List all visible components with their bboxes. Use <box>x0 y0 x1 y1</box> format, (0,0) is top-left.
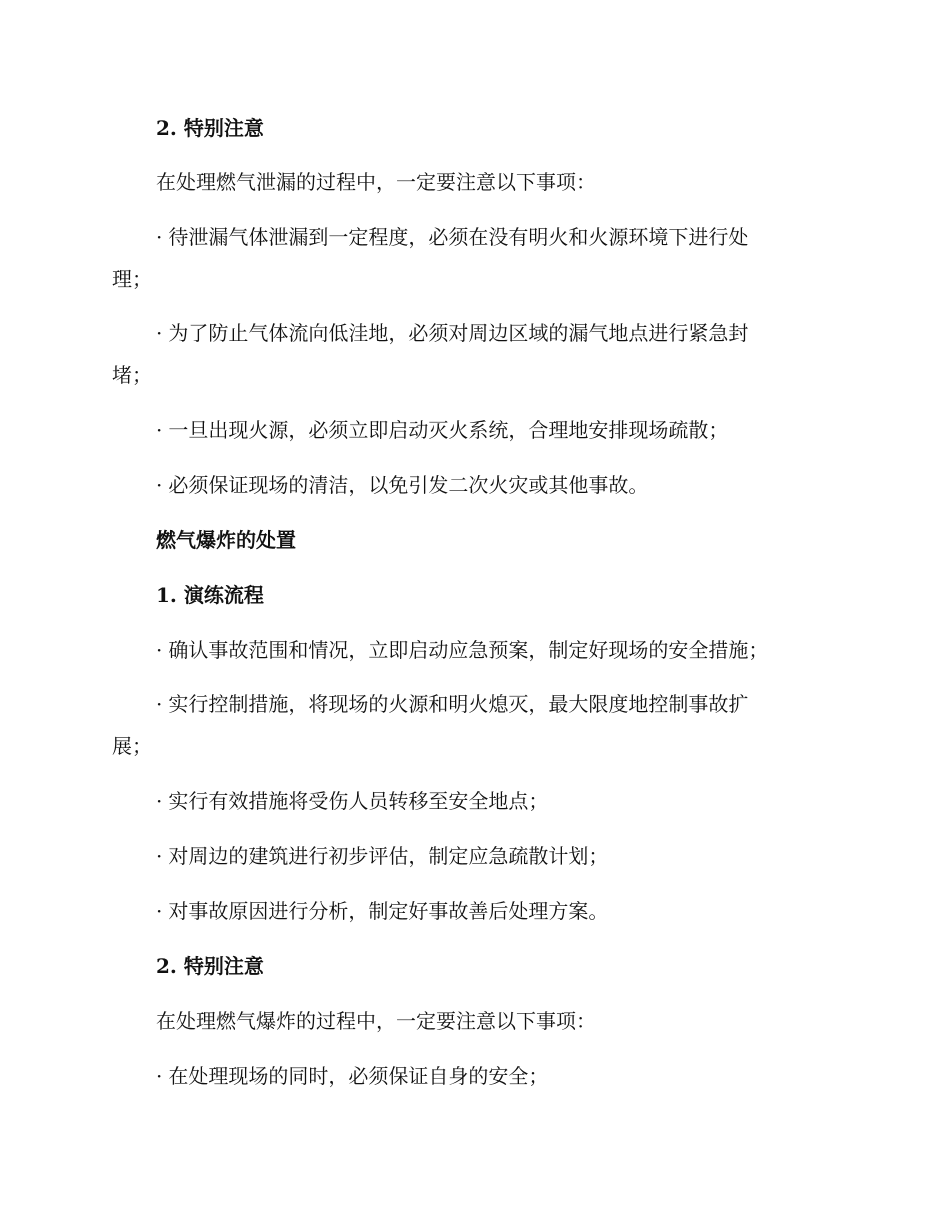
bullet-icon: · <box>156 638 163 662</box>
list-item <box>156 787 876 815</box>
bullet-icon: · <box>156 844 163 868</box>
list-item-text: 实行有效措施将受伤人员转移至安全地点； <box>168 789 549 813</box>
list-item-text: 对事故原因进行分析，制定好事故善后处理方案。 <box>168 899 609 923</box>
bullet-icon: · <box>156 225 163 249</box>
list-item <box>156 842 876 870</box>
list-item <box>156 1062 876 1090</box>
bullet-icon: · <box>156 1064 163 1088</box>
list-item <box>156 897 876 925</box>
list-item <box>156 690 876 718</box>
list-item-text: 必须保证现场的清洁，以免引发二次火灾或其他事故。 <box>168 473 649 497</box>
list-item <box>156 636 876 664</box>
list-item <box>156 471 876 499</box>
paragraph: 在处理燃气泄漏的过程中，一定要注意以下事项： <box>156 170 596 194</box>
list-item-text: 为了防止气体流向低洼地，必须对周边区域的漏气地点进行紧急封 <box>168 321 749 345</box>
list-item <box>156 416 876 444</box>
list-item-text: 待泄漏气体泄漏到一定程度，必须在没有明火和火源环境下进行处 <box>168 225 749 249</box>
list-item-text: 对周边的建筑进行初步评估，制定应急疏散计划； <box>168 844 609 868</box>
bullet-icon: · <box>156 899 163 923</box>
list-item-continuation: 展； <box>112 734 152 758</box>
section-heading: 2. 特别注意 <box>156 954 264 978</box>
bullet-icon: · <box>156 321 163 345</box>
bullet-icon: · <box>156 789 163 813</box>
paragraph: 在处理燃气爆炸的过程中，一定要注意以下事项： <box>156 1009 596 1033</box>
list-item <box>156 319 876 347</box>
bullet-icon: · <box>156 473 163 497</box>
list-item-text: 一旦出现火源，必须立即启动灭火系统，合理地安排现场疏散； <box>168 418 729 442</box>
list-item-continuation: 堵； <box>112 363 152 387</box>
list-item <box>156 223 876 251</box>
list-item-text: 确认事故范围和情况，立即启动应急预案，制定好现场的安全措施； <box>168 638 769 662</box>
bullet-icon: · <box>156 418 163 442</box>
section-heading: 1. 演练流程 <box>156 583 264 607</box>
section-title: 燃气爆炸的处置 <box>156 528 296 552</box>
list-item-text: 实行控制措施，将现场的火源和明火熄灭，最大限度地控制事故扩 <box>168 692 749 716</box>
section-heading: 2. 特别注意 <box>156 116 264 140</box>
list-item-continuation: 理； <box>112 267 152 291</box>
list-item-text: 在处理现场的同时，必须保证自身的安全； <box>168 1064 549 1088</box>
bullet-icon: · <box>156 692 163 716</box>
